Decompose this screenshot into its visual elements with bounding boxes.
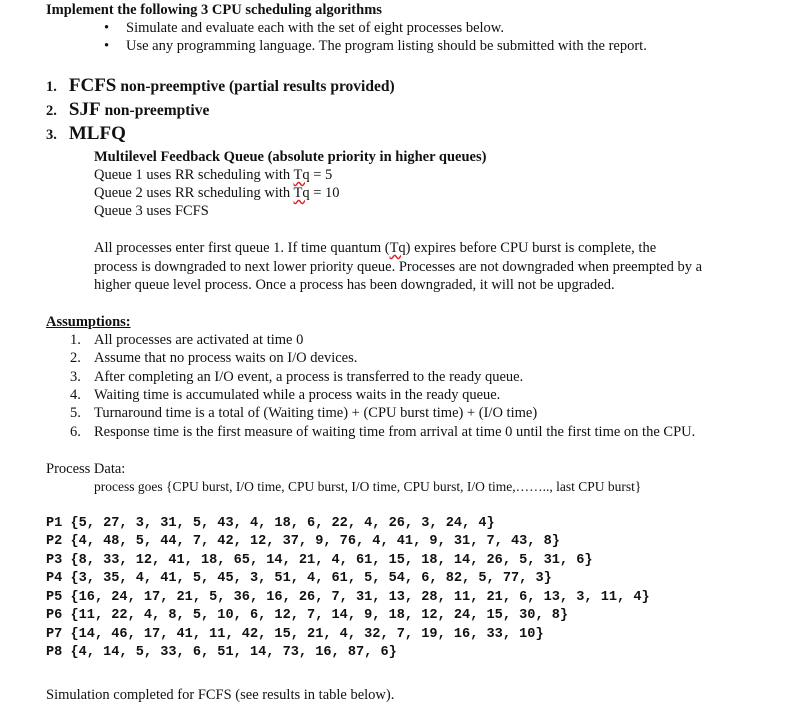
bullet-dot-2: • [104,38,110,54]
assumption-number: 5. [70,405,81,421]
algorithm-description: non-preemptive (partial results provided) [120,78,395,95]
process-row-p8: P8 {4, 14, 5, 33, 6, 51, 14, 73, 16, 87, 6} [46,645,397,660]
page-heading: Implement the following 3 CPU scheduling algorithms [46,2,382,18]
assumption-number: 4. [70,387,81,403]
algorithm-item-fcfs [46,75,395,97]
process-data-description: process goes {CPU burst, I/O time, CPU burst, I/O time, CPU burst, I/O time,…….., last CPU burst} [94,479,642,494]
assumption-number: 6. [70,424,81,440]
bullet-dot-1: • [104,20,110,36]
mlfq-paragraph-line-2: process is downgraded to next lower priority queue. Processes are not downgraded when preempted by a [94,259,703,275]
algorithm-number: 1. [46,79,57,95]
mlfq-queue-3: Queue 3 uses FCFS [94,203,209,219]
assumption-number: 2. [70,350,81,366]
tq-term: Tq [293,167,310,183]
assumptions-title: Assumptions: [46,314,131,330]
assumption-number: 1. [70,332,81,348]
algorithm-name: FCFS [68,75,117,96]
algorithm-name: SJF [68,99,101,120]
tq-term: Tq [293,185,310,201]
assumption-item: All processes are activated at time 0 [94,332,304,348]
bullet-item-1: Simulate and evaluate each with the set of eight processes below. [126,20,504,36]
assumption-item: Turnaround time is a total of (Waiting time) + (CPU burst time) + (I/O time) [94,405,538,421]
assumption-item: Waiting time is accumulated while a process waits in the ready queue. [94,387,501,403]
assumption-item: Assume that no process waits on I/O devices. [94,350,358,366]
process-row-p4: P4 {3, 35, 4, 41, 5, 45, 3, 51, 4, 61, 5, 54, 6, 82, 5, 77, 3} [46,571,552,586]
mlfq-title: Multilevel Feedback Queue (absolute priority in higher queues) [94,149,487,165]
mlfq-paragraph-line-3: higher queue level process. Once a process has been downgraded, it will not be upgraded. [94,277,615,293]
mlfq-queue-2: Queue 2 uses RR scheduling with Tq = 10 [94,185,340,201]
tq-term: Tq [389,240,406,256]
algorithm-number: 3. [46,127,57,143]
footer-note: Simulation completed for FCFS (see results in table below). [46,687,395,703]
bullet-item-2: Use any programming language. The program listing should be submitted with the report. [126,38,647,54]
algorithm-name: MLFQ [68,123,126,144]
process-row-p3: P3 {8, 33, 12, 41, 18, 65, 14, 21, 4, 61, 15, 18, 14, 26, 5, 31, 6} [46,553,593,568]
process-row-p7: P7 {14, 46, 17, 41, 11, 42, 15, 21, 4, 32, 7, 19, 16, 33, 10} [46,627,544,642]
assumption-item: After completing an I/O event, a process is transferred to the ready queue. [94,369,524,385]
process-data-title: Process Data: [46,461,126,477]
assumption-number: 3. [70,369,81,385]
process-row-p5: P5 {16, 24, 17, 21, 5, 36, 16, 26, 7, 31, 13, 28, 11, 21, 6, 13, 3, 11, 4} [46,590,650,605]
process-row-p6: P6 {11, 22, 4, 8, 5, 10, 6, 12, 7, 14, 9, 18, 12, 24, 15, 30, 8} [46,608,569,623]
algorithm-item-sjf [46,99,209,121]
mlfq-paragraph-line-1: All processes enter first queue 1. If time quantum (Tq) expires before CPU burst is complete, the [94,240,657,256]
algorithm-item-mlfq [46,123,126,145]
mlfq-queue-1: Queue 1 uses RR scheduling with Tq = 5 [94,167,333,183]
algorithm-description: non-preemptive [104,102,210,119]
algorithm-number: 2. [46,103,57,119]
process-row-p1: P1 {5, 27, 3, 31, 5, 43, 4, 18, 6, 22, 4, 26, 3, 24, 4} [46,516,495,531]
assumption-item: Response time is the first measure of waiting time from arrival at time 0 until the first time on the CPU. [94,424,696,440]
process-row-p2: P2 {4, 48, 5, 44, 7, 42, 12, 37, 9, 76, 4, 41, 9, 31, 7, 43, 8} [46,534,560,549]
